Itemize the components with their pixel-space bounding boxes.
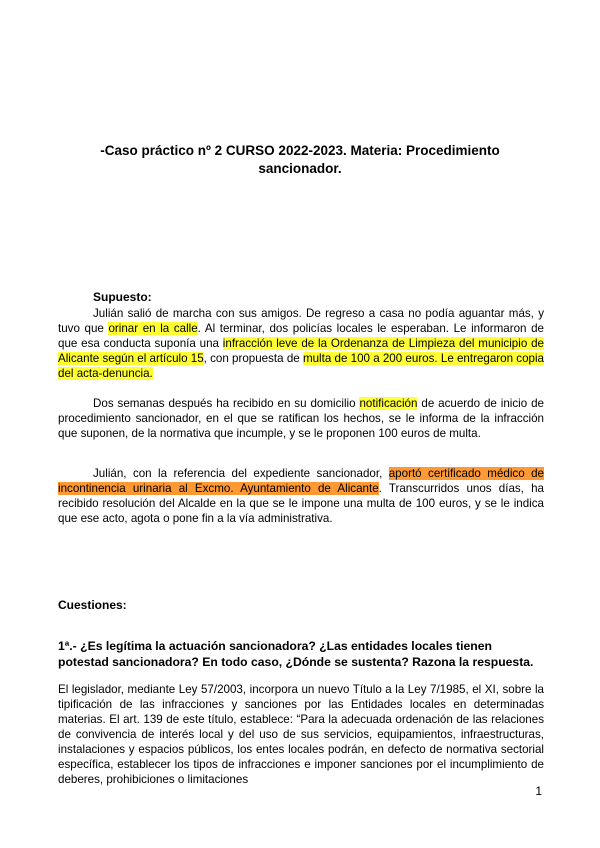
p1-highlight-3: multa de 100 a 200 euros. Le entregaron copia del acta-denuncia. xyxy=(58,352,545,380)
p3-text-1: Julián, con la referencia del expediente sancionador, xyxy=(93,467,389,480)
document-title: -Caso práctico nº 2 CURSO 2022-2023. Materia: Procedimiento sancionador. xyxy=(100,143,500,176)
question-1: 1ª.- ¿Es legítima la actuación sancionadora? ¿Las entidades locales tienen potestad sancionadora? En todo caso, ¿Dónde se sustenta? Razona la respuesta. xyxy=(58,639,534,669)
paragraph-2 xyxy=(58,396,544,441)
paragraph-3 xyxy=(58,466,544,526)
p1-text-1: Julián salió de marcha con sus amigos. De regreso a casa no podía aguantar más, y tuvo que xyxy=(58,307,544,335)
p3-text-2: . Transcurridos unos días, ha recibido resolución del Alcalde en la que se le impone una multa de 100 euros, y se le indica que ese acto, agota o pone fin a la vía administrativa. xyxy=(58,482,544,525)
supuesto-heading: Supuesto: xyxy=(93,290,152,304)
page-number: 1 xyxy=(535,784,542,798)
p2-text-2: de acuerdo de inicio de procedimiento sancionador, en el que se ratifican los hechos, se le informa de la infracción que suponen, de la normativa que incumple, y se le proponen 100 euros de multa. xyxy=(58,397,544,440)
p3-highlight-1: aportó certificado médico de incontinencia urinaria al Excmo. Ayuntamiento de Alicante xyxy=(58,467,544,495)
p1-highlight-2: infracción leve de la Ordenanza de Limpieza del municipio de Alicante según el artículo 15 xyxy=(58,337,544,365)
answer-1: El legislador, mediante Ley 57/2003, incorpora un nuevo Título a la Ley 7/1985, el XI, sobre la tipificación de las infracciones y sanciones por las Entidades locales en determinadas materias. El art. 139 de este título, establece: “Para la adecuada ordenación de las relaciones de convivencia de interés local y del uso de sus servicios, equipamientos, infraestructuras, instalaciones y espacios públicos, los entes locales podrán, en defecto de normativa sectorial específica, establecer los tipos de infracciones e imponer sanciones por el incumplimiento de deberes, prohibiciones o limitaciones xyxy=(58,683,544,786)
p1-highlight-1: orinar en la calle xyxy=(108,322,198,335)
paragraph-1 xyxy=(58,306,544,381)
p2-highlight-1: notificación xyxy=(359,397,418,410)
cuestiones-heading: Cuestiones: xyxy=(58,598,127,612)
p1-text-2: . Al terminar, dos policías locales le esperaban. Le informaron de que esa conducta suponía una xyxy=(58,322,544,350)
p2-text-1: Dos semanas después ha recibido en su domicilio xyxy=(93,397,360,410)
p1-text-3: , con propuesta de xyxy=(203,352,303,365)
